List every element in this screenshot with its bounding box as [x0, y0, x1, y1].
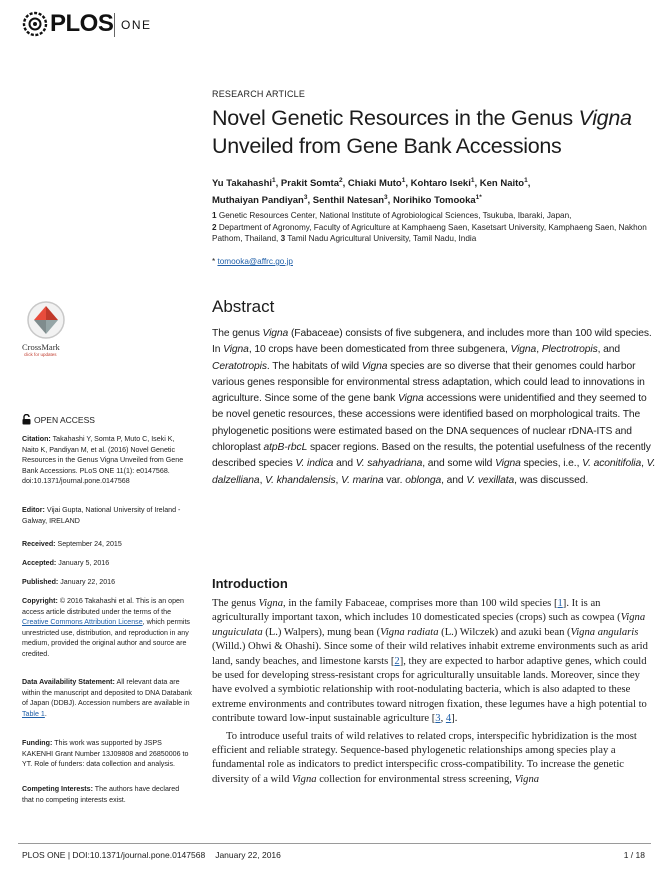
footer-date: January 22, 2016 [215, 850, 281, 860]
abstract-heading: Abstract [212, 297, 275, 316]
funding-block [22, 738, 192, 770]
text-run: , [259, 474, 266, 486]
affiliation-number: 3 [280, 234, 286, 243]
copyright-text-1: © 2016 Takahashi et al. This is an open access article distributed under the terms of the [22, 597, 184, 616]
footer-divider [18, 843, 651, 844]
italic-term: Vigna radiata [380, 626, 439, 638]
received-label: Received: [22, 540, 56, 548]
text-run: To introduce useful traits of wild relatives to related crops, interspecific hybridization is the most efficient and reliable strategy. Sequence-based phylogenetic relationships among species play a fundamental role as indicators to predict interspecific cross-compatibility. To increase the genetic diversity of a wild [212, 730, 637, 785]
intro-paragraph-1 [212, 597, 656, 727]
abstract-text [212, 326, 656, 489]
reference-link[interactable]: 1 [557, 598, 563, 609]
author-name: Senthil Natesan [312, 195, 385, 207]
text-run: , [440, 713, 446, 725]
crossmark-label: CrossMark [22, 342, 60, 352]
competing-interests-block [22, 784, 192, 805]
editor-block [22, 505, 192, 526]
italic-term: Vigna unguiculata [212, 612, 646, 638]
table-1-link[interactable]: Table 1 [22, 709, 45, 718]
italic-term: V. khandalensis [265, 474, 336, 486]
author-affiliation-mark: 1 [401, 177, 406, 184]
crossmark-icon [26, 300, 66, 340]
italic-term: Vigna [510, 344, 537, 356]
italic-term: Vigna [262, 328, 289, 339]
crossmark-badge[interactable] [18, 300, 78, 362]
reference-link[interactable]: 3 [435, 713, 441, 725]
author-name: Norihiko Tomooka [392, 195, 476, 207]
affiliations [212, 210, 652, 245]
affiliation-number: 1 [212, 211, 217, 220]
reference-link[interactable]: 2 [394, 655, 400, 667]
citation-block [22, 434, 192, 487]
author-list: Yu Takahashi$^1$, Prakit Somta$^2$, Chiaki Muto$^1$, Kohtaro Iseki$^1$, Ken Naito$^1$, Muthaiyan Pandiyan$^3$, Senthil Natesan$^3$, Norihiko Tomooka$^{1*}$ [212, 177, 531, 207]
italic-term: Vigna [361, 360, 388, 372]
data-availability-text-2: . [44, 709, 47, 718]
text-run: , and [597, 344, 621, 356]
footer-doi: PLOS ONE | DOI:10.1371/journal.pone.0147568 [22, 850, 206, 860]
italic-term: oblonga [405, 474, 442, 486]
text-run: , was discussed. [514, 474, 589, 486]
logo-divider [114, 13, 115, 37]
competing-label: Competing Interests: [22, 785, 93, 793]
text-run: ]. It is an agriculturally important taxon, which includes 10 domesticated species (crops) such as cowpea ( [212, 598, 621, 624]
license-link[interactable]: Creative Commons Attribution License [22, 618, 143, 626]
italic-term: Ceratotropis [212, 360, 267, 372]
italic-term: Vigna [397, 393, 424, 405]
italic-term: V. aconitifolia [582, 458, 642, 470]
journal-brand: PLOS [50, 10, 114, 37]
accepted-block [22, 558, 192, 569]
introduction-heading: Introduction [212, 576, 288, 591]
reference-link[interactable]: 4 [445, 713, 452, 725]
copyright-label: Copyright: [22, 597, 58, 605]
open-access-label [22, 414, 95, 425]
copyright-block [22, 596, 192, 659]
italic-term: V. vexillata [466, 474, 515, 486]
affiliation-text: Tamil Nadu Agricultural University, Tamil Nadu, India [285, 234, 477, 243]
author-name: Ken Naito [479, 178, 525, 190]
corresponding-author [212, 257, 293, 266]
footer-citation [22, 850, 281, 860]
author-name: Chiaki Muto [347, 178, 402, 190]
editor-text: Vijai Gupta, National University of Ireland - Galway, IRELAND [22, 506, 181, 525]
accepted-label: Accepted: [22, 559, 57, 567]
title-line2: Unveiled from Gene Bank Accessions [212, 134, 562, 158]
author-affiliation-mark: 1 [524, 177, 528, 184]
italic-term: atpB-rbcL [263, 442, 308, 454]
corresponding-symbol: * [212, 257, 216, 266]
data-availability-block [22, 677, 192, 719]
text-run: spacer regions. Based on the results, the potential usefulness of the recently described species [212, 442, 651, 470]
text-run: (Fabaceae) consists of five subgenera, and includes more than 100 wild species. In [212, 328, 652, 356]
italic-term: Vigna [223, 344, 249, 356]
author-name: Prakit Somta [280, 178, 339, 190]
italic-term: Vigna angularis [570, 626, 639, 638]
received-block [22, 539, 192, 550]
author-name: Yu Takahashi [212, 178, 273, 190]
italic-term: V. sahyadriana [355, 458, 423, 470]
funding-label: Funding: [22, 739, 53, 747]
text-run: and [333, 458, 356, 470]
corresponding-email-link[interactable]: tomooka@affrc.go.jp [217, 257, 293, 266]
text-run: The genus [212, 598, 259, 609]
text-run: , and some wild [422, 458, 496, 470]
data-availability-text-1: All relevant data are within the manuscript and deposited to DNA Databank of Japan (DDBJ). Accession numbers are available in [22, 678, 192, 707]
italic-term: Vigna [258, 598, 284, 609]
italic-term: V. dalzelliana [212, 458, 656, 486]
data-availability-label: Data Availability Statement: [22, 678, 115, 686]
text-run: . The habitats of wild [266, 360, 362, 372]
text-run: (L.) Walpers), mung bean ( [262, 626, 381, 638]
text-run: ], they are expected to harbor adaptive genes, which could be used for developing stress-resistant crops for agriculturally unsuitable lands. Moreover, since they have evolved a symbiotic relationship with root-nodulating bacteria, which is also adapted to these extreme environments and contributes toward nitrogen fixation, these legumes have a high potential to contribute toward low-input sustainable agriculture [ [212, 655, 647, 725]
funding-text: This work was supported by JSPS KAKENHI Grant Number 13J09808 and 26850006 to YT. Role of funders: data collection and analysis. [22, 739, 189, 768]
article-type: RESEARCH ARTICLE [212, 89, 306, 99]
citation-text: Takahashi Y, Somta P, Muto C, Iseki K, Naito K, Pandiyan M, et al. (2016) Novel Genetic Resources in the Genus Vigna Unveiled from Gene Bank Accessions. PLoS ONE 11(1): e0147568. doi:10.1371/journal.pone.0147568 [22, 435, 184, 485]
text-run: The genus [212, 328, 263, 339]
published-text: January 22, 2016 [60, 578, 116, 586]
text-run: , in the family Fabaceae, comprises more than 100 wild species [ [283, 598, 558, 609]
author-affiliation-mark: 1* [475, 194, 482, 202]
affiliation-text: Genetic Resources Center, National Institute of Agrobiological Sciences, Tsukuba, Ibaraki, Japan, [216, 211, 572, 220]
crossmark-sublabel: click for updates [24, 352, 57, 357]
author-affiliation-mark: 3 [384, 194, 388, 202]
author-name: Muthaiyan Pandiyan [212, 195, 304, 207]
text-run: (L.) Wilczek) and azuki bean ( [438, 626, 571, 638]
journal-name: ONE [121, 18, 152, 32]
affiliation-number: 2 [212, 222, 217, 232]
author-affiliation-mark: 2 [339, 177, 343, 184]
text-run: , [335, 474, 342, 486]
intro-paragraph-2 [212, 730, 656, 788]
italic-term: Vigna [292, 773, 317, 785]
citation-label: Citation: [22, 435, 51, 443]
text-run: (Willd.) Ohwi & Ohashi). Since some of their wild relatives inhabit extreme environments such as arid land, sandy beaches, and limestone karsts [ [212, 641, 648, 667]
editor-label: Editor: [22, 506, 45, 514]
italic-term: Vigna [514, 773, 540, 785]
text-run: , and [441, 474, 467, 486]
text-run: , 10 crops have been domesticated from three subgenera, [248, 344, 511, 356]
text-run: species, i.e., [520, 458, 583, 470]
open-lock-icon [22, 414, 31, 425]
text-run: collection for environmental stress screening, [316, 773, 515, 785]
author-affiliation-mark: 1 [272, 177, 276, 184]
text-run: accessions were unidentified and they seemed to be novel genetic resources, these accessions were identified based on morphological traits. The phylogenetic positions were estimated based on the DNA sequences of nuclear rDNA-ITS and chloroplast [212, 393, 647, 454]
text-run: , [536, 344, 542, 356]
author-affiliation-mark: 1 [470, 177, 475, 184]
author-affiliation-mark: 3 [303, 194, 308, 202]
author-name: Kohtaro Iseki [410, 178, 471, 190]
affiliation-text: Department of Agronomy, Faculty of Agriculture at Kamphaeng Saen, Kasetsart University, Kamphaeng Saen, Nakhon Pathom, Thailand, [212, 222, 647, 243]
text-run: , [641, 458, 647, 470]
open-access-text: OPEN ACCESS [34, 415, 95, 425]
plos-logo-icon [22, 11, 48, 37]
italic-term: V. marina [341, 474, 384, 486]
plos-one-logo[interactable] [22, 8, 162, 42]
introduction-text [212, 597, 656, 787]
published-block [22, 577, 192, 588]
published-label: Published: [22, 578, 59, 586]
copyright-text-2: , which permits unrestricted use, distribution, and reproduction in any medium, provided the original author and source are credited. [22, 618, 190, 658]
accepted-text: January 5, 2016 [58, 559, 110, 567]
competing-text: The authors have declared that no competing interests exist. [22, 785, 180, 804]
page-number: 1 / 18 [623, 850, 645, 860]
received-text: September 24, 2015 [57, 540, 122, 548]
italic-term: Vigna [495, 458, 521, 470]
text-run: var. [383, 474, 406, 486]
text-run: ]. [451, 713, 458, 725]
italic-term: V. indica [295, 458, 334, 470]
article-title [212, 104, 652, 160]
title-genus: Vigna [578, 106, 632, 130]
italic-term: Plectrotropis [541, 344, 598, 356]
title-line1: Novel Genetic Resources in the Genus [212, 106, 579, 130]
text-run: species are so diverse that their genomes could harbor various genes responsible for environmental stress adaptation, which could lead to innovations in agriculture. Since some of the gene bank [212, 360, 645, 405]
